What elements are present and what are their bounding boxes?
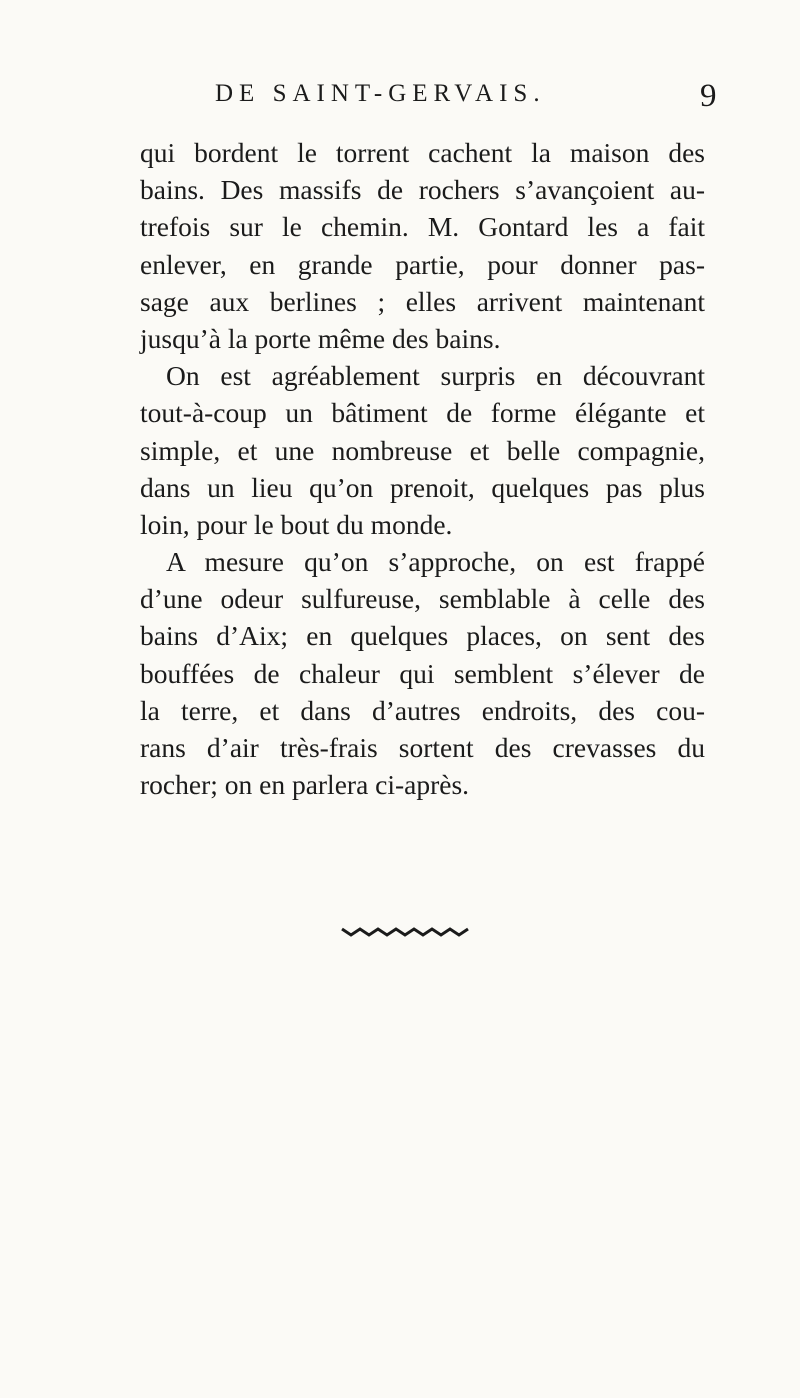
text-line: enlever, en grande partie, pour donner pas- — [140, 248, 705, 280]
text-line: bains d’Aix; en quelques places, on sent des — [140, 620, 705, 652]
text-line: trefois sur le chemin. M. Gontard les a fait — [140, 211, 705, 243]
text-line: simple, et une nombreuse et belle compagnie, — [140, 434, 705, 466]
text-line: loin, pour le bout du monde. — [140, 508, 453, 540]
page-number: 9 — [700, 78, 717, 114]
text-line: d’une odeur sulfureuse, semblable à celle des — [140, 583, 705, 615]
text-line: dans un lieu qu’on prenoit, quelques pas plus — [140, 471, 705, 503]
page-header — [0, 80, 800, 120]
text-line: la terre, et dans d’autres endroits, des cou- — [140, 694, 705, 726]
running-title: DE SAINT-GERVAIS. — [215, 80, 546, 107]
text-line: On est agréablement surpris en découvrant — [166, 360, 705, 392]
ornament-stroke — [342, 929, 468, 935]
wavy-rule-ornament-icon — [340, 925, 470, 939]
text-line: rans d’air très-frais sortent des crevasses du — [140, 732, 705, 763]
text-line: rocher; on en parlera ci-après. — [140, 769, 470, 801]
text-line: bains. Des massifs de rochers s’avançoient au- — [140, 174, 705, 206]
text-line: bouffées de chaleur qui semblent s’élever de — [140, 657, 705, 689]
text-line: qui bordent le torrent cachent la maison des — [140, 137, 705, 168]
text-line: tout-à-coup un bâtiment de forme élégante et — [140, 397, 705, 429]
body-text — [140, 134, 705, 803]
text-line: sage aux berlines ; elles arrivent maintenant — [140, 285, 705, 317]
text-line: A mesure qu’on s’approche, on est frappé — [166, 546, 705, 578]
text-line: jusqu’à la porte même des bains. — [140, 322, 501, 354]
